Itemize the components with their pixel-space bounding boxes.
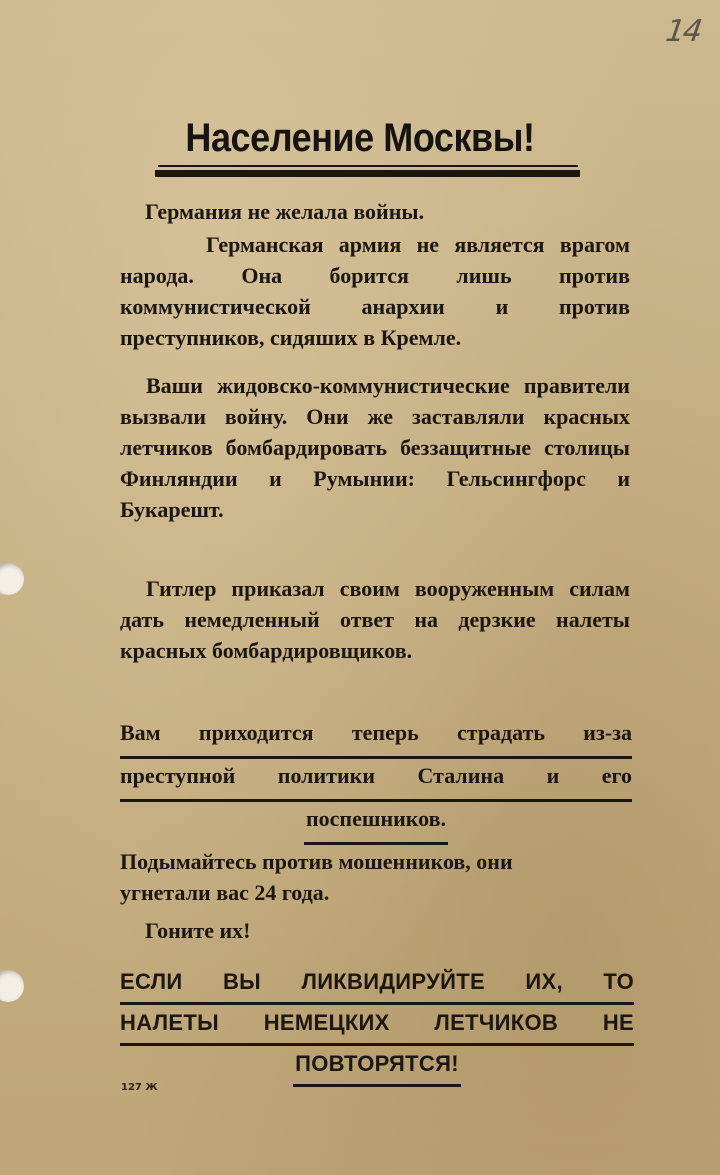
capitalized-statement-line-2: НАЛЕТЫ НЕМЕЦКИХ ЛЕТЧИКОВ НЕ xyxy=(120,1005,634,1046)
appeal-exclamation: Гоните их! xyxy=(145,918,251,943)
printer-mark: 127 Ж xyxy=(121,1082,158,1093)
underlined-statement xyxy=(120,716,632,845)
punch-hole-top xyxy=(0,563,24,595)
paragraph-4: Гитлер приказал своим вооруженным силам дать немедленный ответ на дерзкие налеты красных бомбардировщиков. xyxy=(120,576,630,663)
capitalized-statement-line-3: ПОВТОРЯТСЯ! xyxy=(293,1046,461,1087)
paragraph-1: Германия не желала войны. xyxy=(145,199,425,224)
paragraph-3: Ваши жидовско-коммунистические правители вызвали войну. Они же заставляли красных летчиков бомбардировать беззащитные столицы Финляндии и Румынии: Гельсингфорс и Букарешт. xyxy=(120,373,630,522)
capitalized-statement-line-1: ЕСЛИ ВЫ ЛИКВИДИРУЙТЕ ИХ, ТО xyxy=(120,964,634,1005)
underlined-statement-line-1: Вам приходится теперь страдать из-за xyxy=(120,716,632,759)
appeal-line-2: угнетали вас 24 года. xyxy=(120,880,330,905)
title-underline-thick xyxy=(155,170,580,177)
underlined-statement-line-3: поспешников. xyxy=(304,802,448,845)
leaflet-title: Население Москвы! xyxy=(185,116,535,160)
capitalized-statement xyxy=(120,964,634,1087)
appeal-paragraph xyxy=(120,846,630,908)
paragraph-2: Германская армия не является врагом народа. Она борится лишь против коммунистической анархии и против преступников, сидяших в Кремле. xyxy=(120,232,630,350)
appeal-line-1: Подымайтесь против мошенников, они xyxy=(120,849,513,874)
title-underline-thin xyxy=(158,165,578,167)
underlined-statement-line-2: преступной политики Сталина и его xyxy=(120,759,632,802)
punch-hole-bottom xyxy=(0,970,24,1002)
handwritten-page-number: 14 xyxy=(663,14,703,49)
